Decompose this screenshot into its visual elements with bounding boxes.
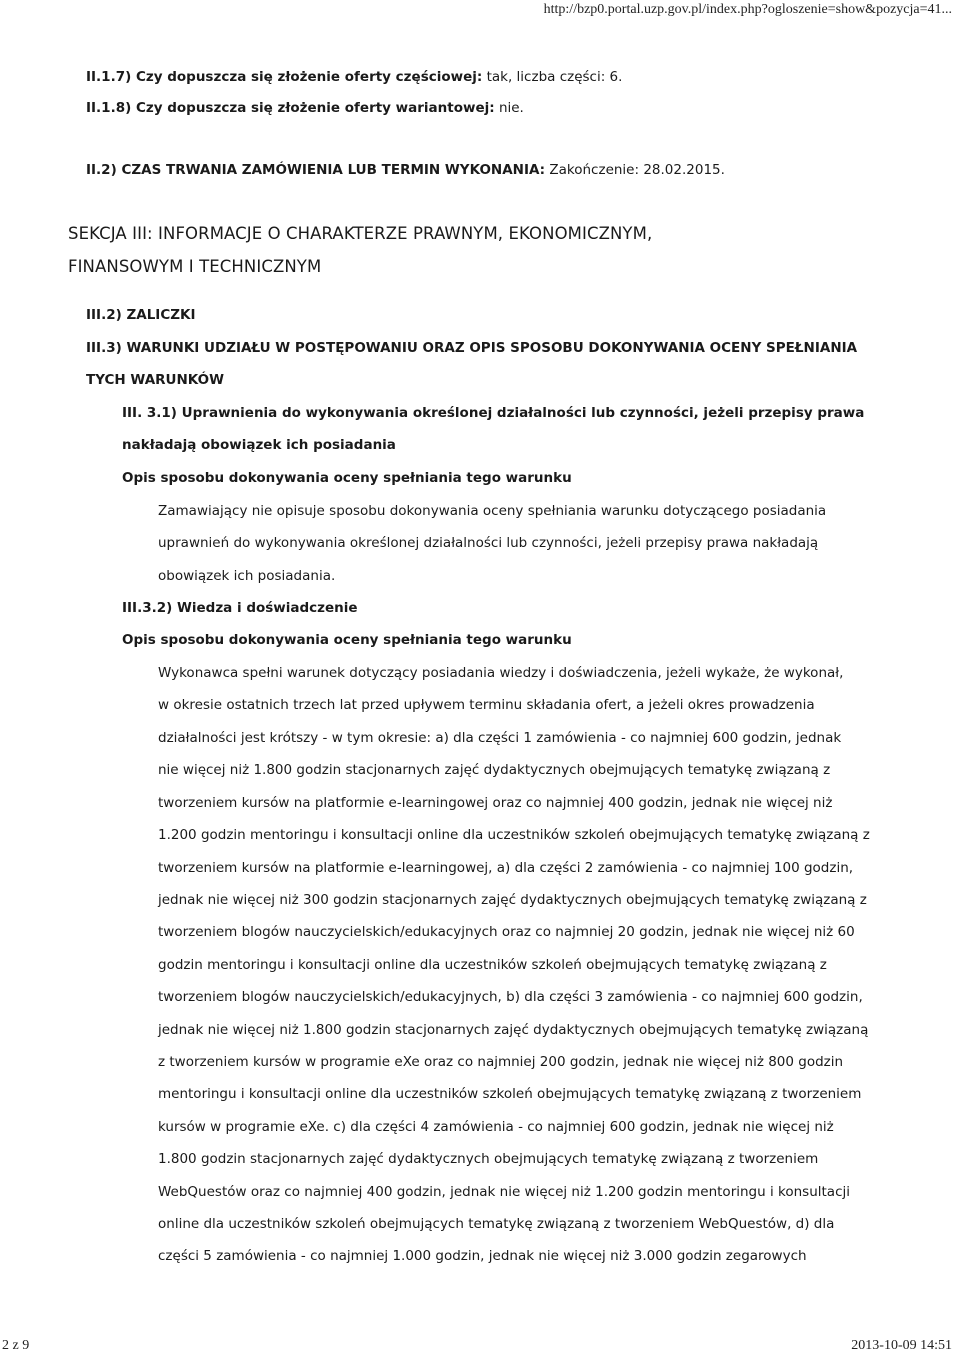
section-3-title-line2: FINANSOWYM I TECHNICZNYM	[68, 257, 322, 276]
opis-text-2-line: działalności jest krótszy - w tym okresie: a) dla części 1 zamówienia - co najmniej 600 godzin, jednak	[158, 730, 842, 746]
opis-text-1-line: Zamawiający nie opisuje sposobu dokonywania oceny spełniania warunku dotyczącego posiadania	[158, 503, 827, 519]
item-ii-1-7-value: tak, liczba części: 6.	[482, 69, 623, 85]
item-ii-1-7-label: II.1.7) Czy dopuszcza się złożenie oferty częściowej:	[86, 69, 483, 85]
item-ii-1-8-value: nie.	[494, 100, 524, 116]
opis-text-2-line: online dla uczestników szkoleń obejmujących tematykę związaną z tworzeniem WebQuestów, d) dla	[158, 1216, 835, 1232]
opis-text-2-line: tworzeniem kursów na platformie e-learningowej oraz co najmniej 400 godzin, jednak nie więcej niż	[158, 795, 833, 811]
opis-text-2-line: godzin mentoringu i konsultacji online dla uczestników szkoleń obejmujących tematykę związaną z	[158, 957, 827, 973]
opis-text-2-line: z tworzeniem kursów w programie eXe oraz co najmniej 200 godzin, jednak nie więcej niż 800 godzin	[158, 1054, 844, 1070]
item-ii-2-label: II.2) CZAS TRWANIA ZAMÓWIENIA LUB TERMIN WYKONANIA:	[86, 162, 546, 178]
opis-text-2-line: jednak nie więcej niż 1.800 godzin stacjonarnych zajęć dydaktycznych obejmujących tematykę związaną	[158, 1022, 869, 1038]
heading-iii-3-1-line2: nakładają obowiązek ich posiadania	[122, 437, 396, 453]
opis-text-2-line: jednak nie więcej niż 300 godzin stacjonarnych zajęć dydaktycznych obejmujących tematykę związaną z	[158, 892, 867, 908]
opis-text-1-line: uprawnień do wykonywania określonej działalności lub czynności, jeżeli przepisy prawa nakładają	[158, 535, 819, 551]
heading-iii-3-1-line1: III. 3.1) Uprawnienia do wykonywania określonej działalności lub czynności, jeżeli przepisy prawa	[122, 405, 865, 421]
opis-text-2-line: nie więcej niż 1.800 godzin stacjonarnych zajęć dydaktycznych obejmujących tematykę związaną z	[158, 762, 831, 778]
opis-label-2: Opis sposobu dokonywania oceny spełniania tego warunku	[122, 632, 572, 648]
item-ii-1-8-label: II.1.8) Czy dopuszcza się złożenie oferty wariantowej:	[86, 100, 495, 116]
opis-text-2-line: Wykonawca spełni warunek dotyczący posiadania wiedzy i doświadczenia, jeżeli wykaże, że wykonał,	[158, 665, 844, 681]
heading-iii-3-line2: TYCH WARUNKÓW	[86, 372, 225, 388]
item-ii-1-7	[86, 70, 622, 86]
print-datetime: 2013-10-09 14:51	[851, 1338, 952, 1353]
opis-text-2-line: tworzeniem blogów nauczycielskich/edukacyjnych, b) dla części 3 zamówienia - co najmniej 600 godzin,	[158, 989, 863, 1005]
heading-iii-3-2: III.3.2) Wiedza i doświadczenie	[122, 600, 358, 616]
opis-label-1: Opis sposobu dokonywania oceny spełniania tego warunku	[122, 470, 572, 486]
item-ii-2	[86, 163, 725, 179]
opis-text-2-line: 1.200 godzin mentoringu i konsultacji online dla uczestników szkoleń obejmujących tematykę związaną z	[158, 827, 870, 843]
page-number: 2 z 9	[2, 1338, 30, 1353]
opis-text-2-line: mentoringu i konsultacji online dla uczestników szkoleń obejmujących tematykę związaną z tworzeniem	[158, 1086, 862, 1102]
page-url-header: http://bzp0.portal.uzp.gov.pl/index.php?ogloszenie=show&pozycja=41...	[543, 2, 952, 17]
item-ii-2-value: Zakończenie: 28.02.2015.	[545, 162, 725, 178]
opis-text-2-line: w okresie ostatnich trzech lat przed upływem terminu składania ofert, a jeżeli okres prowadzenia	[158, 697, 815, 713]
heading-iii-2: III.2) ZALICZKI	[86, 307, 196, 323]
opis-text-2-line: WebQuestów oraz co najmniej 400 godzin, jednak nie więcej niż 1.200 godzin mentoringu i konsultacji	[158, 1184, 850, 1200]
opis-text-2-line: tworzeniem kursów na platformie e-learningowej, a) dla części 2 zamówienia - co najmniej 100 godzin,	[158, 860, 854, 876]
section-3-title-line1: SEKCJA III: INFORMACJE O CHARAKTERZE PRAWNYM, EKONOMICZNYM,	[68, 224, 653, 243]
opis-text-2-line: części 5 zamówienia - co najmniej 1.000 godzin, jednak nie więcej niż 3.000 godzin zegarowych	[158, 1248, 807, 1264]
opis-text-2-line: kursów w programie eXe. c) dla części 4 zamówienia - co najmniej 600 godzin, jednak nie więcej niż	[158, 1119, 834, 1135]
opis-text-2-line: tworzeniem blogów nauczycielskich/edukacyjnych oraz co najmniej 20 godzin, jednak nie więcej niż 60	[158, 924, 855, 940]
heading-iii-3-line1: III.3) WARUNKI UDZIAŁU W POSTĘPOWANIU ORAZ OPIS SPOSOBU DOKONYWANIA OCENY SPEŁNIANIA	[86, 340, 858, 356]
opis-text-2-line: 1.800 godzin stacjonarnych zajęć dydaktycznych obejmujących tematykę związaną z tworzeniem	[158, 1151, 819, 1167]
item-ii-1-8	[86, 101, 524, 117]
opis-text-1-line: obowiązek ich posiadania.	[158, 568, 336, 584]
